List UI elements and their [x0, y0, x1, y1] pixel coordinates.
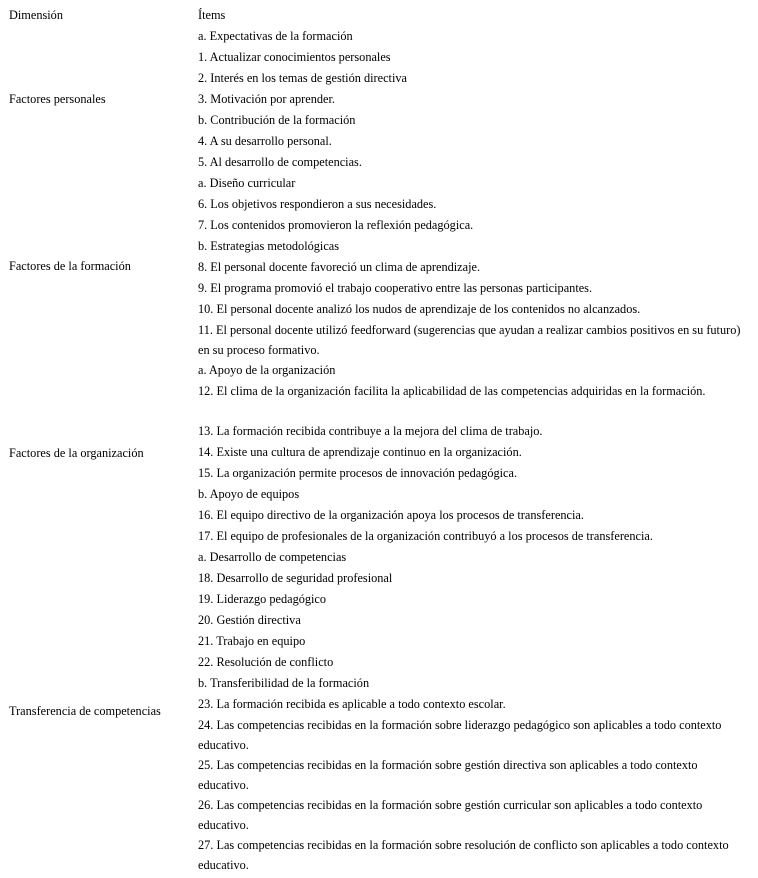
dimension-organization-factors: Factores de la organización [9, 446, 144, 460]
list-item: 12. El clima de la organización facilita la aplicabilidad de las competencias adquiridas en la formación. [198, 384, 706, 398]
list-item: 9. El programa promovió el trabajo cooperativo entre las personas participantes. [198, 281, 593, 295]
dimension-personal-factors: Factores personales [9, 92, 106, 106]
list-item: 3. Motivación por aprender. [198, 92, 335, 106]
list-item: a. Diseño curricular [198, 176, 296, 190]
dimension-competency-transfer: Transferencia de competencias [9, 704, 161, 718]
list-item: 27. Las competencias recibidas en la formación sobre resolución de conflicto son aplicables a todo contexto educativo. [198, 838, 729, 872]
list-item: 18. Desarrollo de seguridad profesional [198, 571, 393, 585]
list-item: 14. Existe una cultura de aprendizaje continuo en la organización. [198, 445, 522, 459]
list-item: 2. Interés en los temas de gestión directiva [198, 71, 407, 85]
list-item: 23. La formación recibida es aplicable a todo contexto escolar. [198, 697, 506, 711]
list-item: b. Estrategias metodológicas [198, 239, 340, 253]
list-item: 24. Las competencias recibidas en la formación sobre liderazgo pedagógico son aplicables a todo contexto educativo. [198, 718, 722, 752]
list-item: 1. Actualizar conocimientos personales [198, 50, 391, 64]
list-item: 6. Los objetivos respondieron a sus necesidades. [198, 197, 437, 211]
list-item: 20. Gestión directiva [198, 613, 301, 627]
list-item: 5. Al desarrollo de competencias. [198, 155, 362, 169]
items-header: Ítems [198, 8, 226, 22]
items-column [198, 5, 750, 875]
list-item: 25. Las competencias recibidas en la formación sobre gestión directiva son aplicables a todo contexto educativo. [198, 758, 698, 792]
list-item: a. Expectativas de la formación [198, 29, 353, 43]
list-item: 21. Trabajo en equipo [198, 634, 306, 648]
list-item: a. Desarrollo de competencias [198, 550, 347, 564]
list-item: b. Contribución de la formación [198, 113, 356, 127]
list-item: 26. Las competencias recibidas en la formación sobre gestión curricular son aplicables a todo contexto educativo. [198, 798, 703, 832]
list-item: 17. El equipo de profesionales de la organización contribuyó a los procesos de transferencia. [198, 529, 653, 543]
list-item: 15. La organización permite procesos de innovación pedagógica. [198, 466, 518, 480]
list-item: 22. Resolución de conflicto [198, 655, 334, 669]
dimension-header: Dimensión [9, 8, 63, 22]
list-item: 11. El personal docente utilizó feedforward (sugerencias que ayudan a realizar cambios positivos en su futuro) en su proceso formativo. [198, 323, 741, 357]
list-item: b. Apoyo de equipos [198, 487, 300, 501]
list-item: 13. La formación recibida contribuye a la mejora del clima de trabajo. [198, 424, 543, 438]
dimension-training-factors: Factores de la formación [9, 259, 131, 273]
list-item: a. Apoyo de la organización [198, 363, 336, 377]
list-item: 16. El equipo directivo de la organización apoya los procesos de transferencia. [198, 508, 584, 522]
list-item: b. Transferibilidad de la formación [198, 676, 370, 690]
list-item: 7. Los contenidos promovieron la reflexión pedagógica. [198, 218, 474, 232]
list-item: 8. El personal docente favoreció un clima de aprendizaje. [198, 260, 481, 274]
list-item: 10. El personal docente analizó los nudos de aprendizaje de los contenidos no alcanzados. [198, 302, 641, 316]
list-item: 4. A su desarrollo personal. [198, 134, 332, 148]
list-item: 19. Liderazgo pedagógico [198, 592, 327, 606]
